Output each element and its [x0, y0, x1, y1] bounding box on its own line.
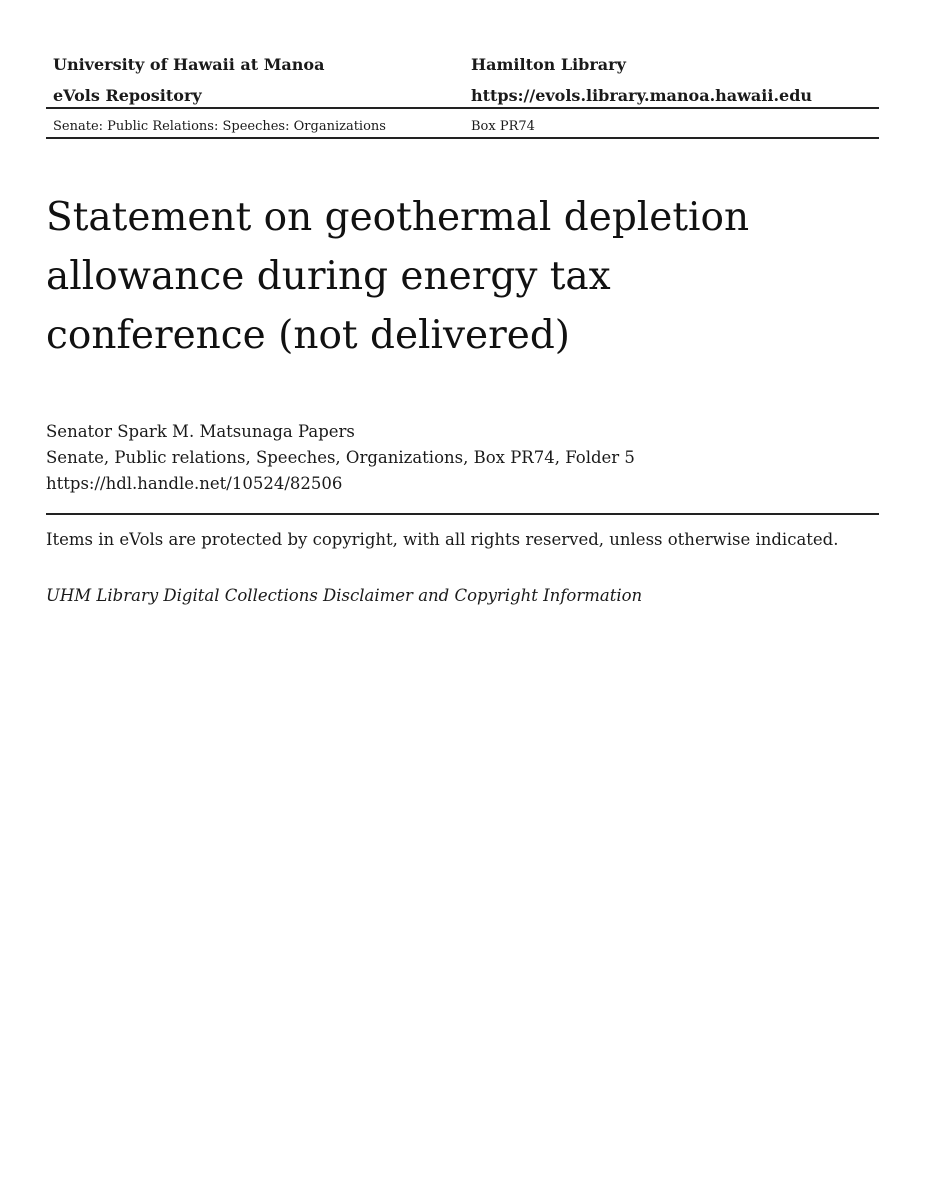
repository-name: eVols Repository [53, 86, 202, 105]
handle-link[interactable]: https://hdl.handle.net/10524/82506 [46, 474, 343, 493]
box-label: Box PR74 [471, 119, 535, 134]
folder-location: Senate, Public relations, Speeches, Organizations, Box PR74, Folder 5 [46, 448, 635, 467]
library-name: Hamilton Library [471, 55, 626, 74]
header-row-2 [46, 83, 879, 114]
document-metadata [46, 419, 879, 497]
disclaimer-link[interactable]: UHM Library Digital Collections Disclaimer and Copyright Information [46, 586, 643, 605]
collection-info-row [46, 117, 879, 137]
document-title: Statement on geothermal depletion allowance during energy tax conference (not delivered) [46, 195, 750, 358]
header-divider-top [46, 107, 879, 109]
collection-name: Senator Spark M. Matsunaga Papers [46, 422, 355, 441]
header-divider-bottom [46, 137, 879, 139]
copyright-notice: Items in eVols are protected by copyright, with all rights reserved, unless otherwise indicated. [46, 530, 839, 549]
institution-name: University of Hawaii at Manoa [53, 55, 325, 74]
repository-url[interactable]: https://evols.library.manoa.hawaii.edu [471, 86, 813, 105]
collection-path: Senate: Public Relations: Speeches: Organizations [53, 119, 386, 134]
header-row-1 [46, 52, 879, 83]
document-header [46, 52, 879, 114]
metadata-divider [46, 513, 879, 515]
